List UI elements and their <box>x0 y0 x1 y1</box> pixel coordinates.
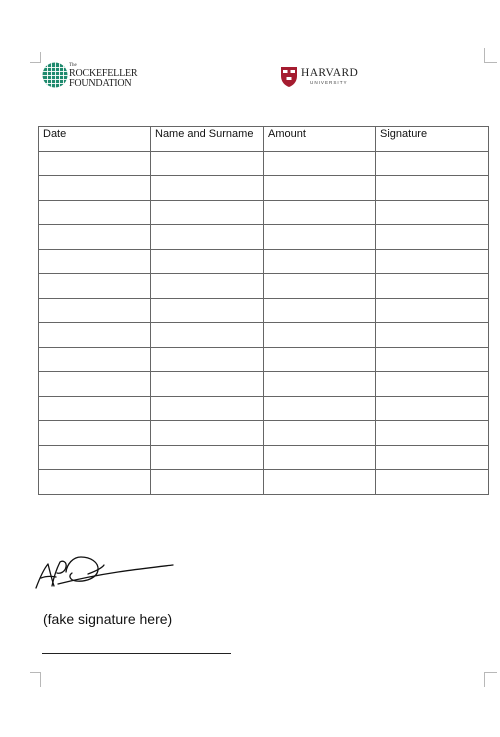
table-cell-amount[interactable] <box>264 347 376 372</box>
table-cell-date[interactable] <box>39 396 151 421</box>
table-cell-name[interactable] <box>151 249 264 274</box>
table-body <box>39 151 489 494</box>
table-cell-signature[interactable] <box>376 396 489 421</box>
table-row <box>39 151 489 176</box>
table-cell-name[interactable] <box>151 298 264 323</box>
table-cell-amount[interactable] <box>264 372 376 397</box>
harvard-shield-icon <box>280 66 298 88</box>
table-cell-signature[interactable] <box>376 200 489 225</box>
harvard-logo-subtitle: UNIVERSITY <box>310 80 348 85</box>
table-cell-name[interactable] <box>151 225 264 250</box>
donation-ledger-table <box>38 126 489 495</box>
rockefeller-globe-icon <box>42 62 68 88</box>
table-cell-amount[interactable] <box>264 176 376 201</box>
table-cell-date[interactable] <box>39 176 151 201</box>
rockefeller-logo-line1: ROCKEFELLER <box>69 68 138 79</box>
rockefeller-foundation-logo <box>42 62 152 90</box>
table-row <box>39 274 489 299</box>
table-row <box>39 225 489 250</box>
column-header-name: Name and Surname <box>151 127 264 152</box>
table-cell-name[interactable] <box>151 176 264 201</box>
table-row <box>39 200 489 225</box>
table-cell-date[interactable] <box>39 421 151 446</box>
table-cell-name[interactable] <box>151 445 264 470</box>
table-row <box>39 445 489 470</box>
table-cell-date[interactable] <box>39 323 151 348</box>
table-cell-date[interactable] <box>39 274 151 299</box>
signature-line <box>42 653 231 654</box>
table-cell-signature[interactable] <box>376 470 489 495</box>
crop-mark-top-right <box>484 48 497 63</box>
table-row <box>39 249 489 274</box>
table-cell-signature[interactable] <box>376 249 489 274</box>
table-cell-name[interactable] <box>151 421 264 446</box>
table-cell-amount[interactable] <box>264 249 376 274</box>
table-cell-date[interactable] <box>39 445 151 470</box>
table-cell-name[interactable] <box>151 274 264 299</box>
table-cell-signature[interactable] <box>376 225 489 250</box>
table-cell-date[interactable] <box>39 298 151 323</box>
table-cell-signature[interactable] <box>376 347 489 372</box>
rockefeller-logo-the: The <box>69 63 77 68</box>
table-cell-signature[interactable] <box>376 274 489 299</box>
table-cell-amount[interactable] <box>264 298 376 323</box>
table-cell-signature[interactable] <box>376 323 489 348</box>
table-cell-amount[interactable] <box>264 470 376 495</box>
table-cell-amount[interactable] <box>264 225 376 250</box>
column-header-date: Date <box>39 127 151 152</box>
crop-mark-top-left <box>30 52 41 63</box>
table-cell-signature[interactable] <box>376 372 489 397</box>
table-cell-signature[interactable] <box>376 421 489 446</box>
table-cell-name[interactable] <box>151 200 264 225</box>
table-cell-date[interactable] <box>39 225 151 250</box>
table-cell-date[interactable] <box>39 372 151 397</box>
table-cell-date[interactable] <box>39 347 151 372</box>
table-header-row <box>39 127 489 152</box>
table-cell-signature[interactable] <box>376 151 489 176</box>
table-cell-amount[interactable] <box>264 421 376 446</box>
table-cell-amount[interactable] <box>264 396 376 421</box>
crop-mark-bottom-left <box>30 672 41 687</box>
table-cell-name[interactable] <box>151 470 264 495</box>
table-cell-name[interactable] <box>151 396 264 421</box>
table-cell-amount[interactable] <box>264 200 376 225</box>
rockefeller-logo-line2: FOUNDATION <box>69 77 132 89</box>
table-row <box>39 421 489 446</box>
table-cell-date[interactable] <box>39 470 151 495</box>
signature-caption: (fake signature here) <box>43 611 173 627</box>
table-cell-name[interactable] <box>151 151 264 176</box>
column-header-signature: Signature <box>376 127 489 152</box>
table-cell-name[interactable] <box>151 372 264 397</box>
table-row <box>39 470 489 495</box>
table-cell-signature[interactable] <box>376 298 489 323</box>
table-cell-date[interactable] <box>39 200 151 225</box>
table-cell-amount[interactable] <box>264 323 376 348</box>
table-row <box>39 372 489 397</box>
table-cell-amount[interactable] <box>264 445 376 470</box>
table-cell-date[interactable] <box>39 249 151 274</box>
table-cell-name[interactable] <box>151 323 264 348</box>
handwritten-signature <box>30 548 180 598</box>
table-cell-amount[interactable] <box>264 151 376 176</box>
harvard-university-logo <box>280 66 370 90</box>
table-cell-signature[interactable] <box>376 445 489 470</box>
table-row <box>39 347 489 372</box>
table-cell-name[interactable] <box>151 347 264 372</box>
crop-mark-bottom-right <box>484 672 497 687</box>
table-row <box>39 323 489 348</box>
table-cell-signature[interactable] <box>376 176 489 201</box>
table-cell-date[interactable] <box>39 151 151 176</box>
harvard-logo-name: HARVARD <box>301 67 359 79</box>
column-header-amount: Amount <box>264 127 376 152</box>
table-row <box>39 298 489 323</box>
table-row <box>39 396 489 421</box>
table-row <box>39 176 489 201</box>
table-cell-amount[interactable] <box>264 274 376 299</box>
